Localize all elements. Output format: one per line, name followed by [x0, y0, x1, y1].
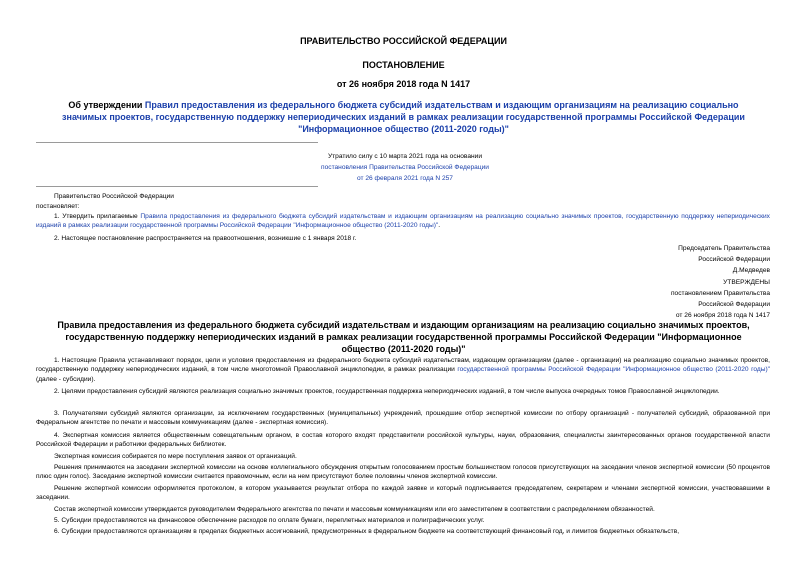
decree-item-2: 2. Настоящее постановление распространяется на правоотношения, возникшие с 1 января 2018 г.	[54, 235, 357, 242]
rules-paragraph-6: Решения принимаются на заседании экспертной комиссии на основе коллегиального обсуждения открытым голосованием простым большинством голосов присутствующих на заседании членов экспертной комиссии (50 процентов плюс один голос). Заседание экспертной комиссии считается правомочным, если на нем присутствуют более половины членов экспертной комиссии.	[36, 464, 770, 481]
repeal-decree-link[interactable]: постановления Правительства Российской Федерации	[321, 164, 489, 171]
status-note-text: Утратило силу с 10 марта 2021 года на основании	[327, 153, 483, 160]
approval-by: постановлением Правительства	[670, 289, 770, 297]
divider-top	[36, 142, 318, 143]
decree-item-1-prefix: 1. Утвердить прилагаемые	[54, 213, 141, 220]
rules-paragraph-1	[36, 356, 770, 384]
approval-country: Российской Федерации	[698, 301, 770, 309]
state-program-link[interactable]: государственной программы Российской Федерации "Информационное общество (2011-2020 годы)"	[457, 366, 770, 374]
approval-heading: УТВЕРЖДЕНЫ	[723, 278, 770, 286]
repeal-decree-date-link[interactable]: от 26 февраля 2021 года N 257	[357, 175, 453, 182]
header-government: ПРАВИТЕЛЬСТВО РОССИЙСКОЙ ФЕДЕРАЦИИ	[300, 36, 507, 46]
rules-paragraph-9: 5. Субсидии предоставляются на финансовое обеспечение расходов по оплате бумаги, переплетных материалов и полиграфических услуг.	[54, 517, 485, 524]
signature-country: Российской Федерации	[698, 256, 770, 264]
rules-paragraph-10: 6. Субсидии предоставляются организациям в пределах бюджетных ассигнований, предусмотренных в федеральном бюджете на соответствующий финансовый год, и лимитов бюджетных обязательств,	[54, 528, 680, 535]
rules-link[interactable]: Правила предоставления из федерального бюджета субсидий издательствам и издающим организациям на реализацию социально значимых проектов, государственную поддержку непериодических изданий в рамках реализации государственной программы Российской Федерации "Информационное общество (2011-2020 годы)"	[36, 213, 770, 230]
intro-line-2: постановляет:	[36, 203, 80, 210]
decree-item-1	[36, 212, 770, 231]
rules-paragraph-3: 3. Получателями субсидий являются организации, за исключением государственных (муниципальных) учреждений, прошедшие отбор экспертной комиссии по отбору организаций - получателей субсидий, образованной при Федеральном агентстве по печати и массовым коммуникациям (далее - экспертная комиссия).	[36, 410, 770, 427]
rules-paragraph-1-suffix: (далее - субсидии).	[36, 375, 96, 383]
header-document-type: ПОСТАНОВЛЕНИЕ	[362, 60, 445, 70]
document-title	[52, 99, 755, 135]
rules-paragraph-8: Состав экспертной комиссии утверждается руководителем Федерального агентства по печати и массовым коммуникациям или его заместителем в соответствии с распределением обязанностей.	[54, 506, 655, 513]
rules-paragraph-5: Экспертная комиссия собирается по мере поступления заявок от организаций.	[54, 453, 297, 460]
divider-bottom	[36, 186, 318, 187]
rules-paragraph-7: Решение экспертной комиссии оформляется протоколом, в котором указывается результат отбора по каждой заявке и который подписывается председателем, секретарем и членами экспертной комиссии, участвовавшими в заседании.	[36, 485, 770, 502]
intro-line-1: Правительство Российской Федерации	[54, 193, 174, 200]
rules-title: Правила предоставления из федерального бюджета субсидий издательствам и издающим организациям на реализацию социально значимых проектов, государственную поддержку непериодических изданий в рамках реализации государственной программы Российской Федерации "Информационное общество (2011-2020 годы)"	[57, 320, 750, 354]
signature-block	[470, 243, 770, 321]
status-note	[240, 151, 570, 184]
rules-paragraph-4: 4. Экспертная комиссия является общественным совещательным органом, в состав которого входят представители российской культуры, науки, образования, специалисты заинтересованных органов государственной власти Российской Федерации и работники федеральных библиотек.	[36, 432, 770, 449]
rules-paragraph-1-prefix: 1. Настоящие Правила устанавливают порядок, цели и условия предоставления из федерального бюджета субсидий издательствам, издающим организациям (далее - организации) на реализацию социально значимых проектов, государственную поддержку непериодических изданий, в том числе многотомной Православной энциклопедии, в рамках реализации	[36, 357, 770, 374]
signature-position: Председатель Правительства	[678, 245, 770, 252]
title-rules-link[interactable]: Правил предоставления из федерального бюджета субсидий издательствам и издающим организациям на реализацию социально значимых проектов, государственную поддержку непериодических изданий в рамках реализации государственной программы Российской Федерации "Информационное общество (2011-2020 годы)"	[62, 100, 745, 134]
approval-date: от 26 ноября 2018 года N 1417	[675, 312, 770, 320]
decree-item-1-suffix: .	[438, 222, 441, 230]
title-prefix: Об утверждении	[68, 100, 145, 110]
header-date: от 26 ноября 2018 года N 1417	[336, 79, 471, 89]
rules-paragraph-2: 2. Целями предоставления субсидий являются реализация социально значимых проектов, государственная поддержка непериодических изданий, в том числе выпуска очередных томов Православной энциклопедии.	[54, 388, 720, 395]
signature-name: Д.Медведев	[732, 267, 770, 275]
